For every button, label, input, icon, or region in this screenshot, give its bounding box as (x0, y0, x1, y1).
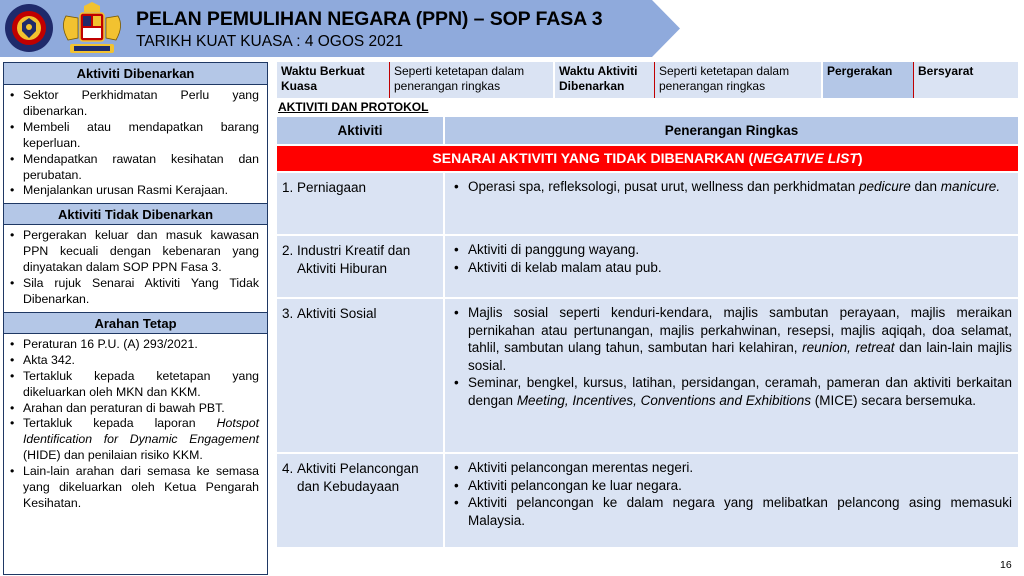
list-item: • Tertakluk kepada ketetapan yang dikeluarkan oleh MKN dan KKM. (10, 369, 259, 401)
activity-cell (277, 454, 445, 547)
table-row (277, 173, 1018, 236)
list-item: • Sila rujuk Senarai Aktiviti Yang Tidak Dibenarkan. (10, 276, 259, 308)
row-number: 1. (282, 180, 294, 195)
info-label-allowed-time: Waktu Aktiviti Dibenarkan (555, 62, 655, 98)
info-label-effective-time: Waktu Berkuat Kuasa (277, 62, 390, 98)
mkn-logo-icon (4, 3, 54, 53)
list-item: • Aktiviti di panggung wayang. (453, 241, 1012, 259)
info-label-movement: Pergerakan (823, 62, 914, 98)
left-summary-panel (3, 62, 268, 575)
list-item: • Aktiviti pelancongan ke luar negara. (453, 477, 1012, 495)
list-item: • Mendapatkan rawatan kesihatan dan perubatan. (10, 152, 259, 184)
list-item: • Sektor Perkhidmatan Perlu yang dibenarkan. (10, 88, 259, 120)
activities-table (277, 117, 1018, 549)
not-allowed-activities-list (4, 225, 267, 312)
malaysia-coat-of-arms-icon (56, 2, 128, 56)
list-item: • Aktiviti pelancongan merentas negeri. (453, 459, 1012, 477)
info-value-allowed-time: Seperti ketetapan dalam penerangan ringkas (655, 62, 823, 98)
table-row (277, 236, 1018, 299)
activity-cell (277, 299, 445, 452)
activity-cell (277, 236, 445, 297)
list-item: • Peraturan 16 P.U. (A) 293/2021. (10, 337, 259, 353)
activity-name: Aktiviti Pelancongan dan Kebudayaan (297, 461, 419, 494)
negative-list-banner: SENARAI AKTIVITI YANG TIDAK DIBENARKAN (NEGATIVE LIST) (277, 146, 1018, 171)
list-item: • Seminar, bengkel, kursus, latihan, persidangan, ceramah, pameran dan aktiviti berkaitan dengan Meeting, Incentives, Conventions and Exhibitions (MICE) secara bersemuka. (453, 374, 1012, 409)
column-header-description: Penerangan Ringkas (664, 123, 799, 138)
info-bar (277, 62, 1018, 98)
description-cell (445, 454, 1018, 547)
list-item: • Tertakluk kepada laporan Hotspot Identification for Dynamic Engagement (HIDE) dan penilaian risiko KKM. (10, 416, 259, 464)
list-item: • Majlis sosial seperti kenduri-kendara, majlis sambutan perayaan, majlis meraikan pernikahan atau pertunangan, majlis perkahwinan, resepsi, majlis aqiqah, doa selamat, tahlil, sambutan ulang tahun, sambutan hari kelahiran, reunion, retreat dan lain-lain majlis sosial. (453, 304, 1012, 374)
section-heading-not-allowed: Aktiviti Tidak Dibenarkan (4, 203, 267, 225)
list-item: • Arahan dan peraturan di bawah PBT. (10, 401, 259, 417)
list-item: • Menjalankan urusan Rasmi Kerajaan. (10, 183, 259, 199)
info-value-effective-time: Seperti ketetapan dalam penerangan ringkas (390, 62, 555, 98)
activity-name: Aktiviti Sosial (297, 306, 377, 321)
info-divider (382, 62, 390, 98)
page-title: PELAN PEMULIHAN NEGARA (PPN) – SOP FASA 3 (136, 8, 603, 30)
info-value-movement: Bersyarat (914, 62, 1018, 98)
list-item: • Pergerakan keluar dan masuk kawasan PPN kecuali dengan kebenaran yang dinyatakan dalam SOP PPN Fasa 3. (10, 228, 259, 276)
standing-orders-list (4, 334, 267, 516)
table-header-row (277, 117, 1018, 144)
description-cell (445, 173, 1018, 234)
effective-date-subtitle: TARIKH KUAT KUASA : 4 OGOS 2021 (136, 33, 404, 50)
activity-cell (277, 173, 445, 234)
list-item: • Aktiviti di kelab malam atau pub. (453, 259, 1012, 277)
row-number: 4. (282, 461, 294, 476)
column-header-activity: Aktiviti (277, 117, 445, 144)
table-row (277, 454, 1018, 549)
section-heading-standing-orders: Arahan Tetap (4, 312, 267, 334)
row-number: 3. (282, 306, 294, 321)
row-number: 2. (282, 243, 294, 258)
description-cell (445, 299, 1018, 452)
activity-name: Industri Kreatif dan Aktiviti Hiburan (297, 243, 411, 276)
activity-name: Perniagaan (297, 180, 367, 195)
list-item: • Membeli atau mendapatkan barang keperluan. (10, 120, 259, 152)
list-item: • Aktiviti pelancongan ke dalam negara yang melibatkan pelancong asing memasuki Malaysia. (453, 494, 1012, 529)
description-cell (445, 236, 1018, 297)
protocol-title: AKTIVITI DAN PROTOKOL (278, 100, 429, 114)
list-item: • Akta 342. (10, 353, 259, 369)
list-item: • Lain-lain arahan dari semasa ke semasa yang dikeluarkan oleh Ketua Pengarah Kesihatan. (10, 464, 259, 512)
list-item: • Operasi spa, refleksologi, pusat urut, wellness dan perkhidmatan pedicure dan manicure. (453, 178, 1012, 196)
table-row (277, 299, 1018, 454)
section-heading-allowed: Aktiviti Dibenarkan (4, 63, 267, 85)
allowed-activities-list (4, 85, 267, 203)
page-number: 16 (1000, 559, 1012, 571)
